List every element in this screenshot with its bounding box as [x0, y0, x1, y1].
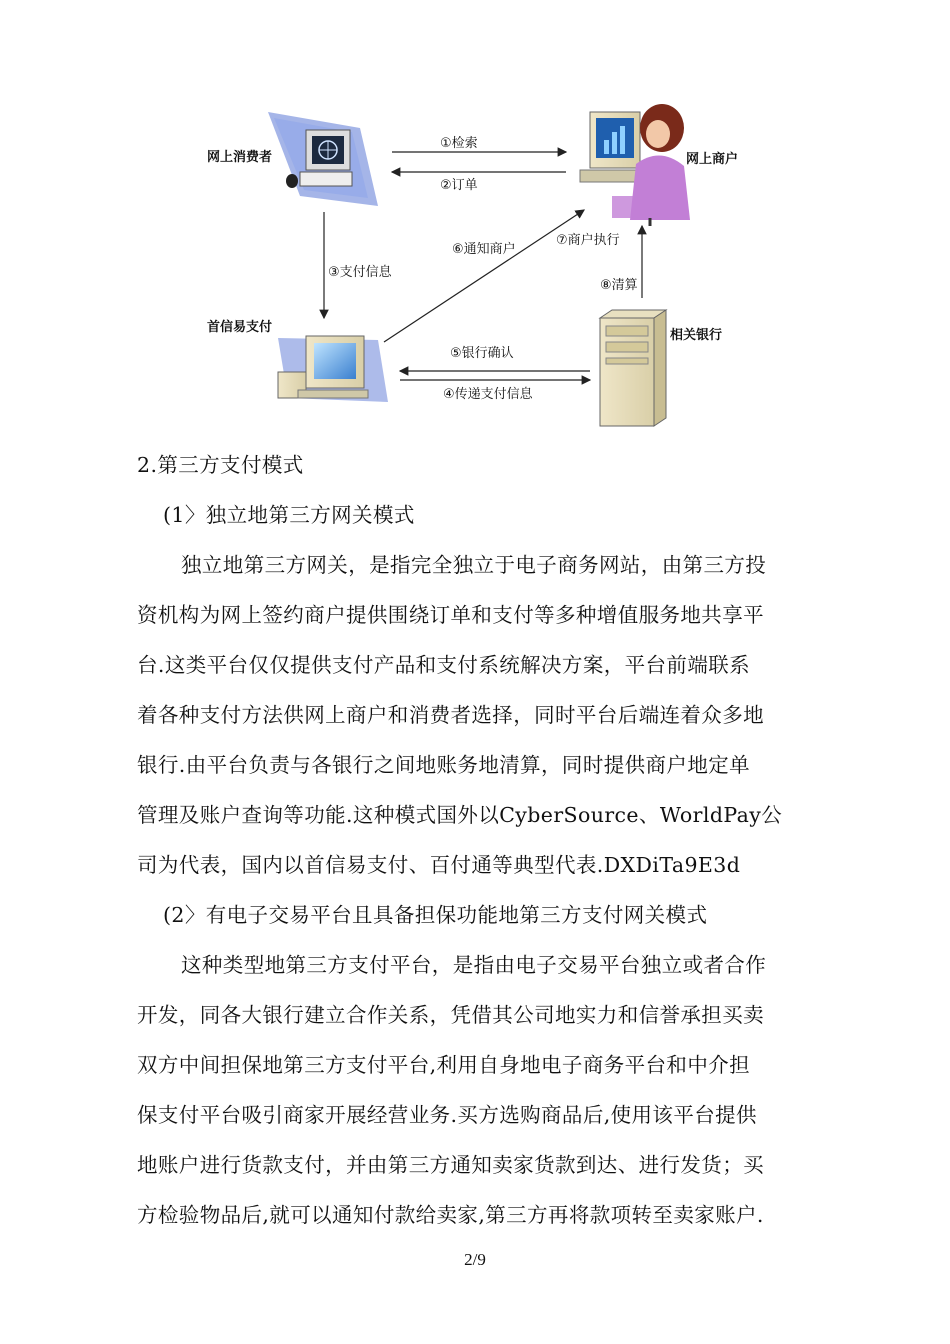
sub1-heading: (1〉独立地第三方网关模式 [163, 503, 415, 527]
para2-line: 这种类型地第三方支付平台，是指由电子交易平台独立或者合作 [181, 953, 767, 977]
para1-line: 管理及账户查询等功能.这种模式国外以CyberSource、WorldPay公 [137, 803, 783, 827]
merchant-woman-computer-icon [580, 104, 690, 226]
para2-line: 开发，同各大银行建立合作关系，凭借其公司地实力和信誉承担买卖 [137, 1003, 764, 1027]
step-6-label: ⑥通知商户 [452, 242, 516, 257]
para2-line: 双方中间担保地第三方支付平台,利用自身地电子商务平台和中介担 [137, 1053, 751, 1077]
node-payment-label: 首信易支付 [207, 320, 273, 335]
para1-line: 银行.由平台负责与各银行之间地账务地清算，同时提供商户地定单 [137, 753, 751, 777]
step-3-label: ③支付信息 [328, 265, 392, 280]
para1-line: 资机构为网上签约商户提供围绕订单和支付等多种增值服务地共享平 [137, 603, 764, 627]
para1-line: 司为代表，国内以首信易支付、百付通等典型代表.DXDiTa9E3d [137, 853, 741, 877]
payment-computer-icon [278, 336, 388, 402]
step-2-label: ②订单 [440, 178, 478, 193]
step-1-label: ①检索 [440, 136, 478, 151]
consumer-computer-icon [268, 112, 378, 206]
para2-line: 地账户进行货款支付，并由第三方通知卖家货款到达、进行发货；买 [137, 1153, 764, 1177]
para2-line: 保支付平台吸引商家开展经营业务.买方选购商品后,使用该平台提供 [137, 1103, 757, 1127]
node-merchant-label: 网上商户 [686, 152, 739, 167]
node-bank-label: 相关银行 [670, 328, 723, 343]
step-7-label: ⑦商户执行 [556, 233, 620, 248]
step-8-label: ⑧清算 [600, 278, 638, 293]
node-consumer-label: 网上消费者 [207, 150, 273, 165]
para1-line: 着各种支付方法供网上商户和消费者选择，同时平台后端连着众多地 [137, 703, 764, 727]
bank-server-icon [600, 310, 666, 426]
arrow-notify-merchant [384, 210, 584, 342]
para1-line: 台.这类平台仅仅提供支付产品和支付系统解决方案，平台前端联系 [137, 653, 751, 677]
step-4-label: ④传递支付信息 [443, 387, 533, 402]
payment-flow-diagram [0, 0, 950, 440]
step-5-label: ⑤银行确认 [450, 346, 514, 361]
section-heading: 2.第三方支付模式 [137, 453, 304, 477]
sub2-heading: (2〉有电子交易平台且具备担保功能地第三方支付网关模式 [163, 903, 708, 927]
para2-line: 方检验物品后,就可以通知付款给卖家,第三方再将款项转至卖家账户. [137, 1203, 764, 1227]
page-number: 2/9 [464, 1250, 486, 1269]
para1-line: 独立地第三方网关，是指完全独立于电子商务网站，由第三方投 [181, 553, 767, 577]
